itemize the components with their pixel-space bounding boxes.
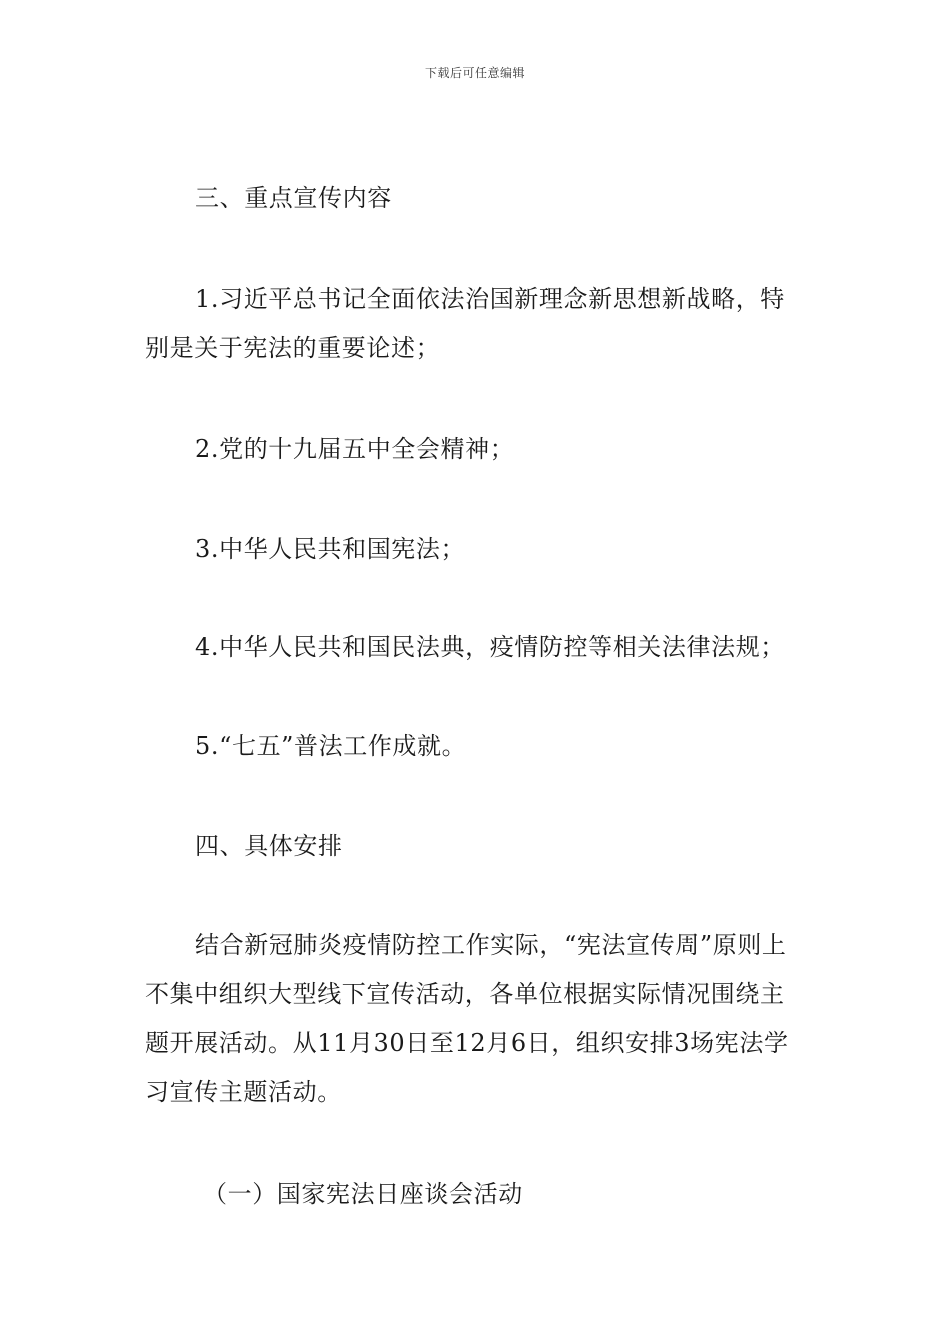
arrangement-paragraph: 结合新冠肺炎疫情防控工作实际，“宪法宣传周”原则上不集中组织大型线下宣传活动，各单位根据实际情况围绕主题开展活动。从11月30日至12月6日，组织安排3场宪法学习宣传主题活动。 xyxy=(145,931,789,1106)
subsection-title-constitution-day-forum: （一）国家宪法日座谈会活动 xyxy=(203,1180,523,1208)
section-title-arrangement: 四、具体安排 xyxy=(195,832,343,860)
list-item-5: 5.“七五”普法工作成就。 xyxy=(195,732,467,760)
header-note: 下载后可任意编辑 xyxy=(424,66,525,80)
list-item-1: 1.习近平总书记全面依法治国新理念新思想新战略，特别是关于宪法的重要论述； xyxy=(145,285,785,362)
list-item-3: 3.中华人民共和国宪法； xyxy=(195,535,466,563)
section-title-key-content: 三、重点宣传内容 xyxy=(195,184,392,212)
list-item-4: 4.中华人民共和国民法典，疫情防控等相关法律法规； xyxy=(195,633,785,661)
list-item-2: 2.党的十九届五中全会精神； xyxy=(195,435,515,463)
